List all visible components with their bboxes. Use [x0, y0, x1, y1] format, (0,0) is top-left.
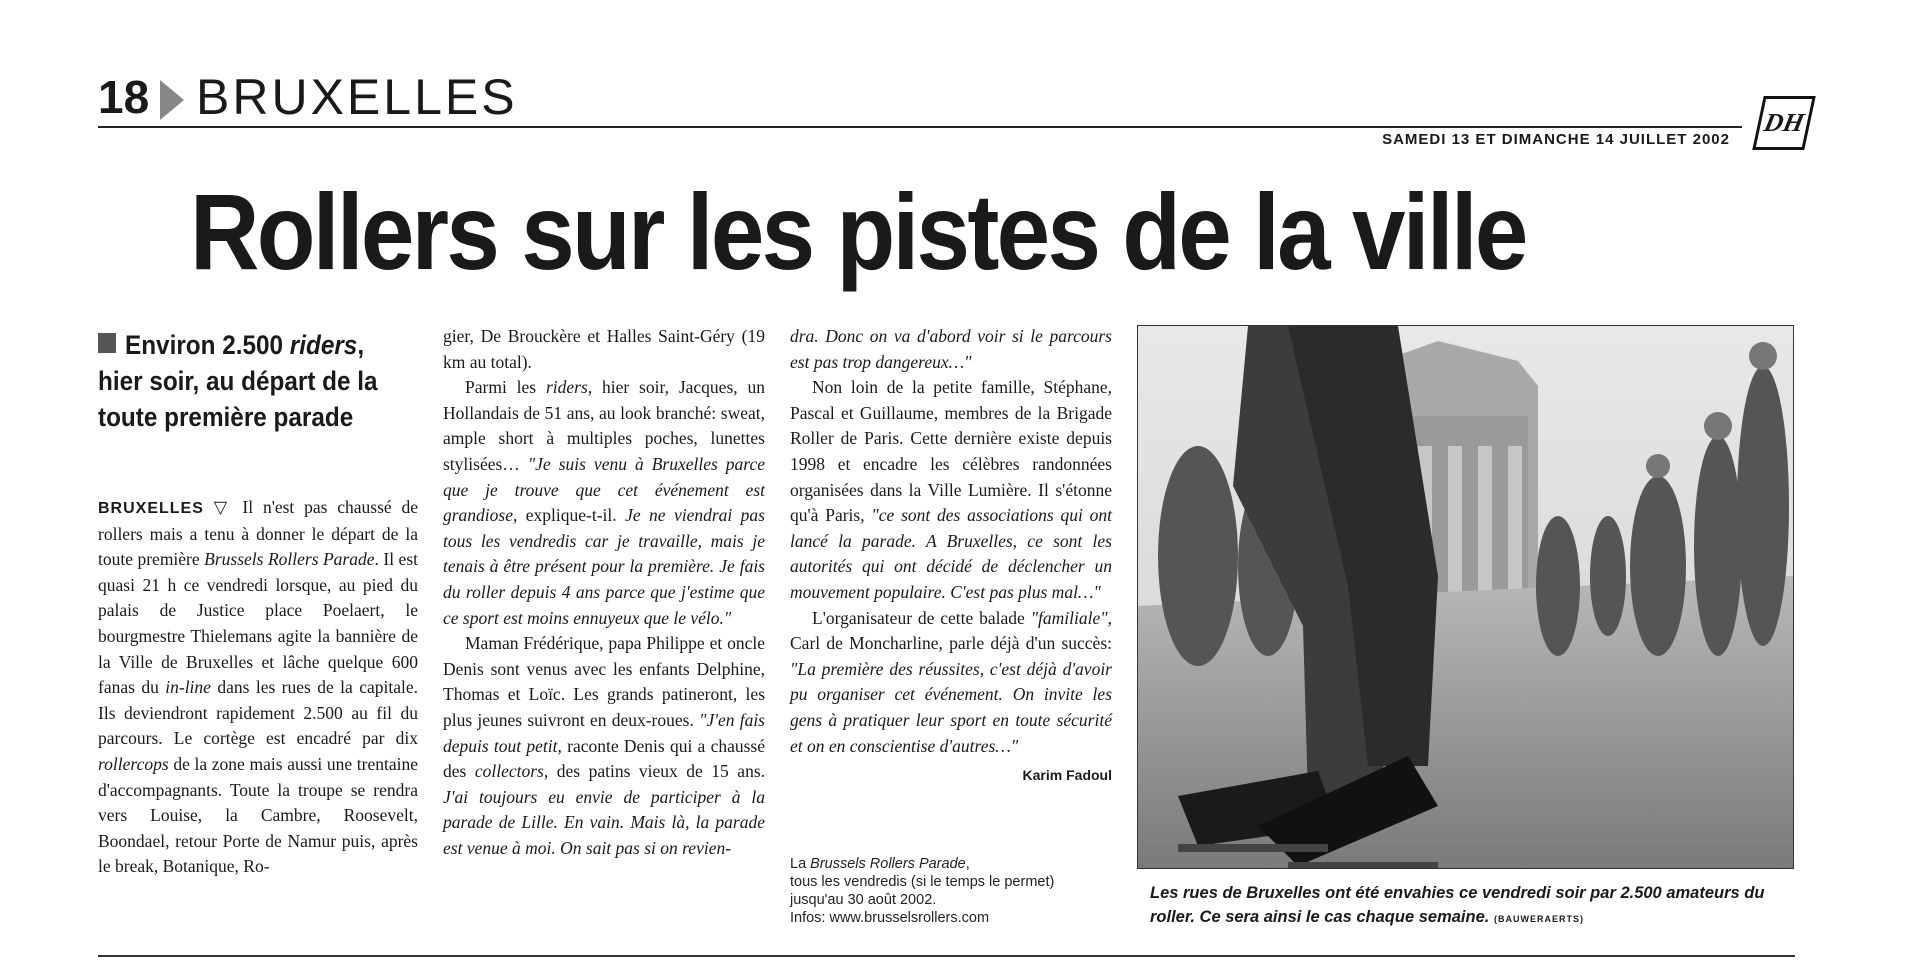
- footer-rule: [98, 955, 1795, 957]
- header-rule: [98, 126, 1742, 128]
- bullet-square-icon: [98, 333, 116, 353]
- paragraph: Parmi les riders, hier soir, Jacques, un Hollandais de 51 ans, au look branché: sweat, ample short à multiples poches, lunettes stylisées… "Je suis venu à Bruxelles parce que je trouve que cet événement est grandiose, explique-t-il. Je ne viendrai pas tous les vendredis car je travaille, mais je tenais à être présent pour la première. Je fais du roller depuis 4 ans parce que j'estime que ce sport est moins ennuyeux que le vélo.": [443, 377, 765, 628]
- article-photo: [1137, 325, 1794, 869]
- photo-caption: Les rues de Bruxelles ont été envahies ce vendredi soir par 2.500 amateurs du roller. Ce sera ainsi le cas chaque semaine. (BAUWERAERTS): [1150, 884, 1765, 926]
- photo-credit: (BAUWERAERTS): [1493, 914, 1584, 924]
- article-column-3: [790, 324, 1112, 789]
- article-column-2: [443, 324, 765, 861]
- rollers-photo-image: [1138, 326, 1793, 868]
- info-line: La Brussels Rollers Parade,: [790, 856, 970, 872]
- article-headline: Rollers sur les pistes de la ville: [190, 171, 1526, 292]
- page-number: 18: [98, 71, 150, 123]
- dateline: BRUXELLES: [98, 500, 204, 517]
- article-column-1: [98, 495, 418, 880]
- author-signature: Karim Fadoul: [1022, 767, 1112, 784]
- info-box: [790, 855, 1090, 927]
- newspaper-logo: DH: [1752, 96, 1815, 150]
- info-link: Infos: www.brusselsrollers.com: [790, 910, 990, 926]
- page-header: [98, 68, 1788, 128]
- paragraph: L'organisateur de cette balade "familiale", Carl de Moncharline, parle déjà d'un succès: "La première des réussites, c'est déjà d'avoir pu organiser cet événement. On invite les gens à pratiquer leur sport en toute sécurité et on en conscientise d'autres…": [790, 607, 1112, 756]
- info-line: tous les vendredis (si le temps le permet): [790, 874, 1055, 890]
- info-line: jusqu'au 30 août 2002.: [790, 892, 937, 908]
- paragraph: Maman Frédérique, papa Philippe et oncle Denis sont venus avec les enfants Delphine, Thomas et Loïc. Les grands patineront, les plus jeunes suivront en deux-roues. "J'en fais depuis tout petit, raconte Denis qui a chaussé des collectors, des patins vieux de 15 ans. J'ai toujours eu envie de participer à la parade de Lille. En vain. Mais là, la parade est venue à moi. On sait pas si on revien-: [443, 633, 766, 858]
- paragraph: gier, De Brouckère et Halles Saint-Géry (19 km au total).: [443, 326, 765, 372]
- paragraph: dra. Donc on va d'abord voir si le parcours est pas trop dangereux…": [790, 326, 1112, 372]
- issue-date: SAMEDI 13 ET DIMANCHE 14 JUILLET 2002: [1382, 131, 1730, 148]
- section-arrow-icon: [160, 80, 184, 120]
- article-kicker: Environ 2.500 riders, hier soir, au départ de la toute première parade: [98, 330, 378, 432]
- paragraph: Non loin de la petite famille, Stéphane, Pascal et Guillaume, membres de la Brigade Roller de Paris. Cette dernière existe depuis 1998 et encadre les célèbres randonnées organisées dans la Ville Lumière. Il s'étonne qu'à Paris, "ce sont des associations qui ont lancé la parade. A Bruxelles, ce sont les autorités qui ont décidé de déclencher un mouvement populaire. C'est pas plus mal…": [790, 377, 1112, 602]
- paragraph: BRUXELLES ▽ Il n'est pas chaussé de rollers mais a tenu à donner le départ de la toute première Brussels Rollers Parade. Il est quasi 21 h ce vendredi lorsque, au pied du palais de Justice place Poelaert, le bourgmestre Thielemans agite la bannière de la Ville de Bruxelles et lâche quelque 600 fanas du in-line dans les rues de la capitale. Ils deviendront rapidement 2.500 au fil du parcours. Le cortège est encadré par dix rollercops de la zone mais aussi une trentaine d'accompagnants. Toute la troupe se rendra vers Louise, la Cambre, Roosevelt, Boondael, retour Porte de Namur puis, après le break, Botanique, Ro-: [98, 497, 418, 877]
- section-title: BRUXELLES: [196, 69, 518, 125]
